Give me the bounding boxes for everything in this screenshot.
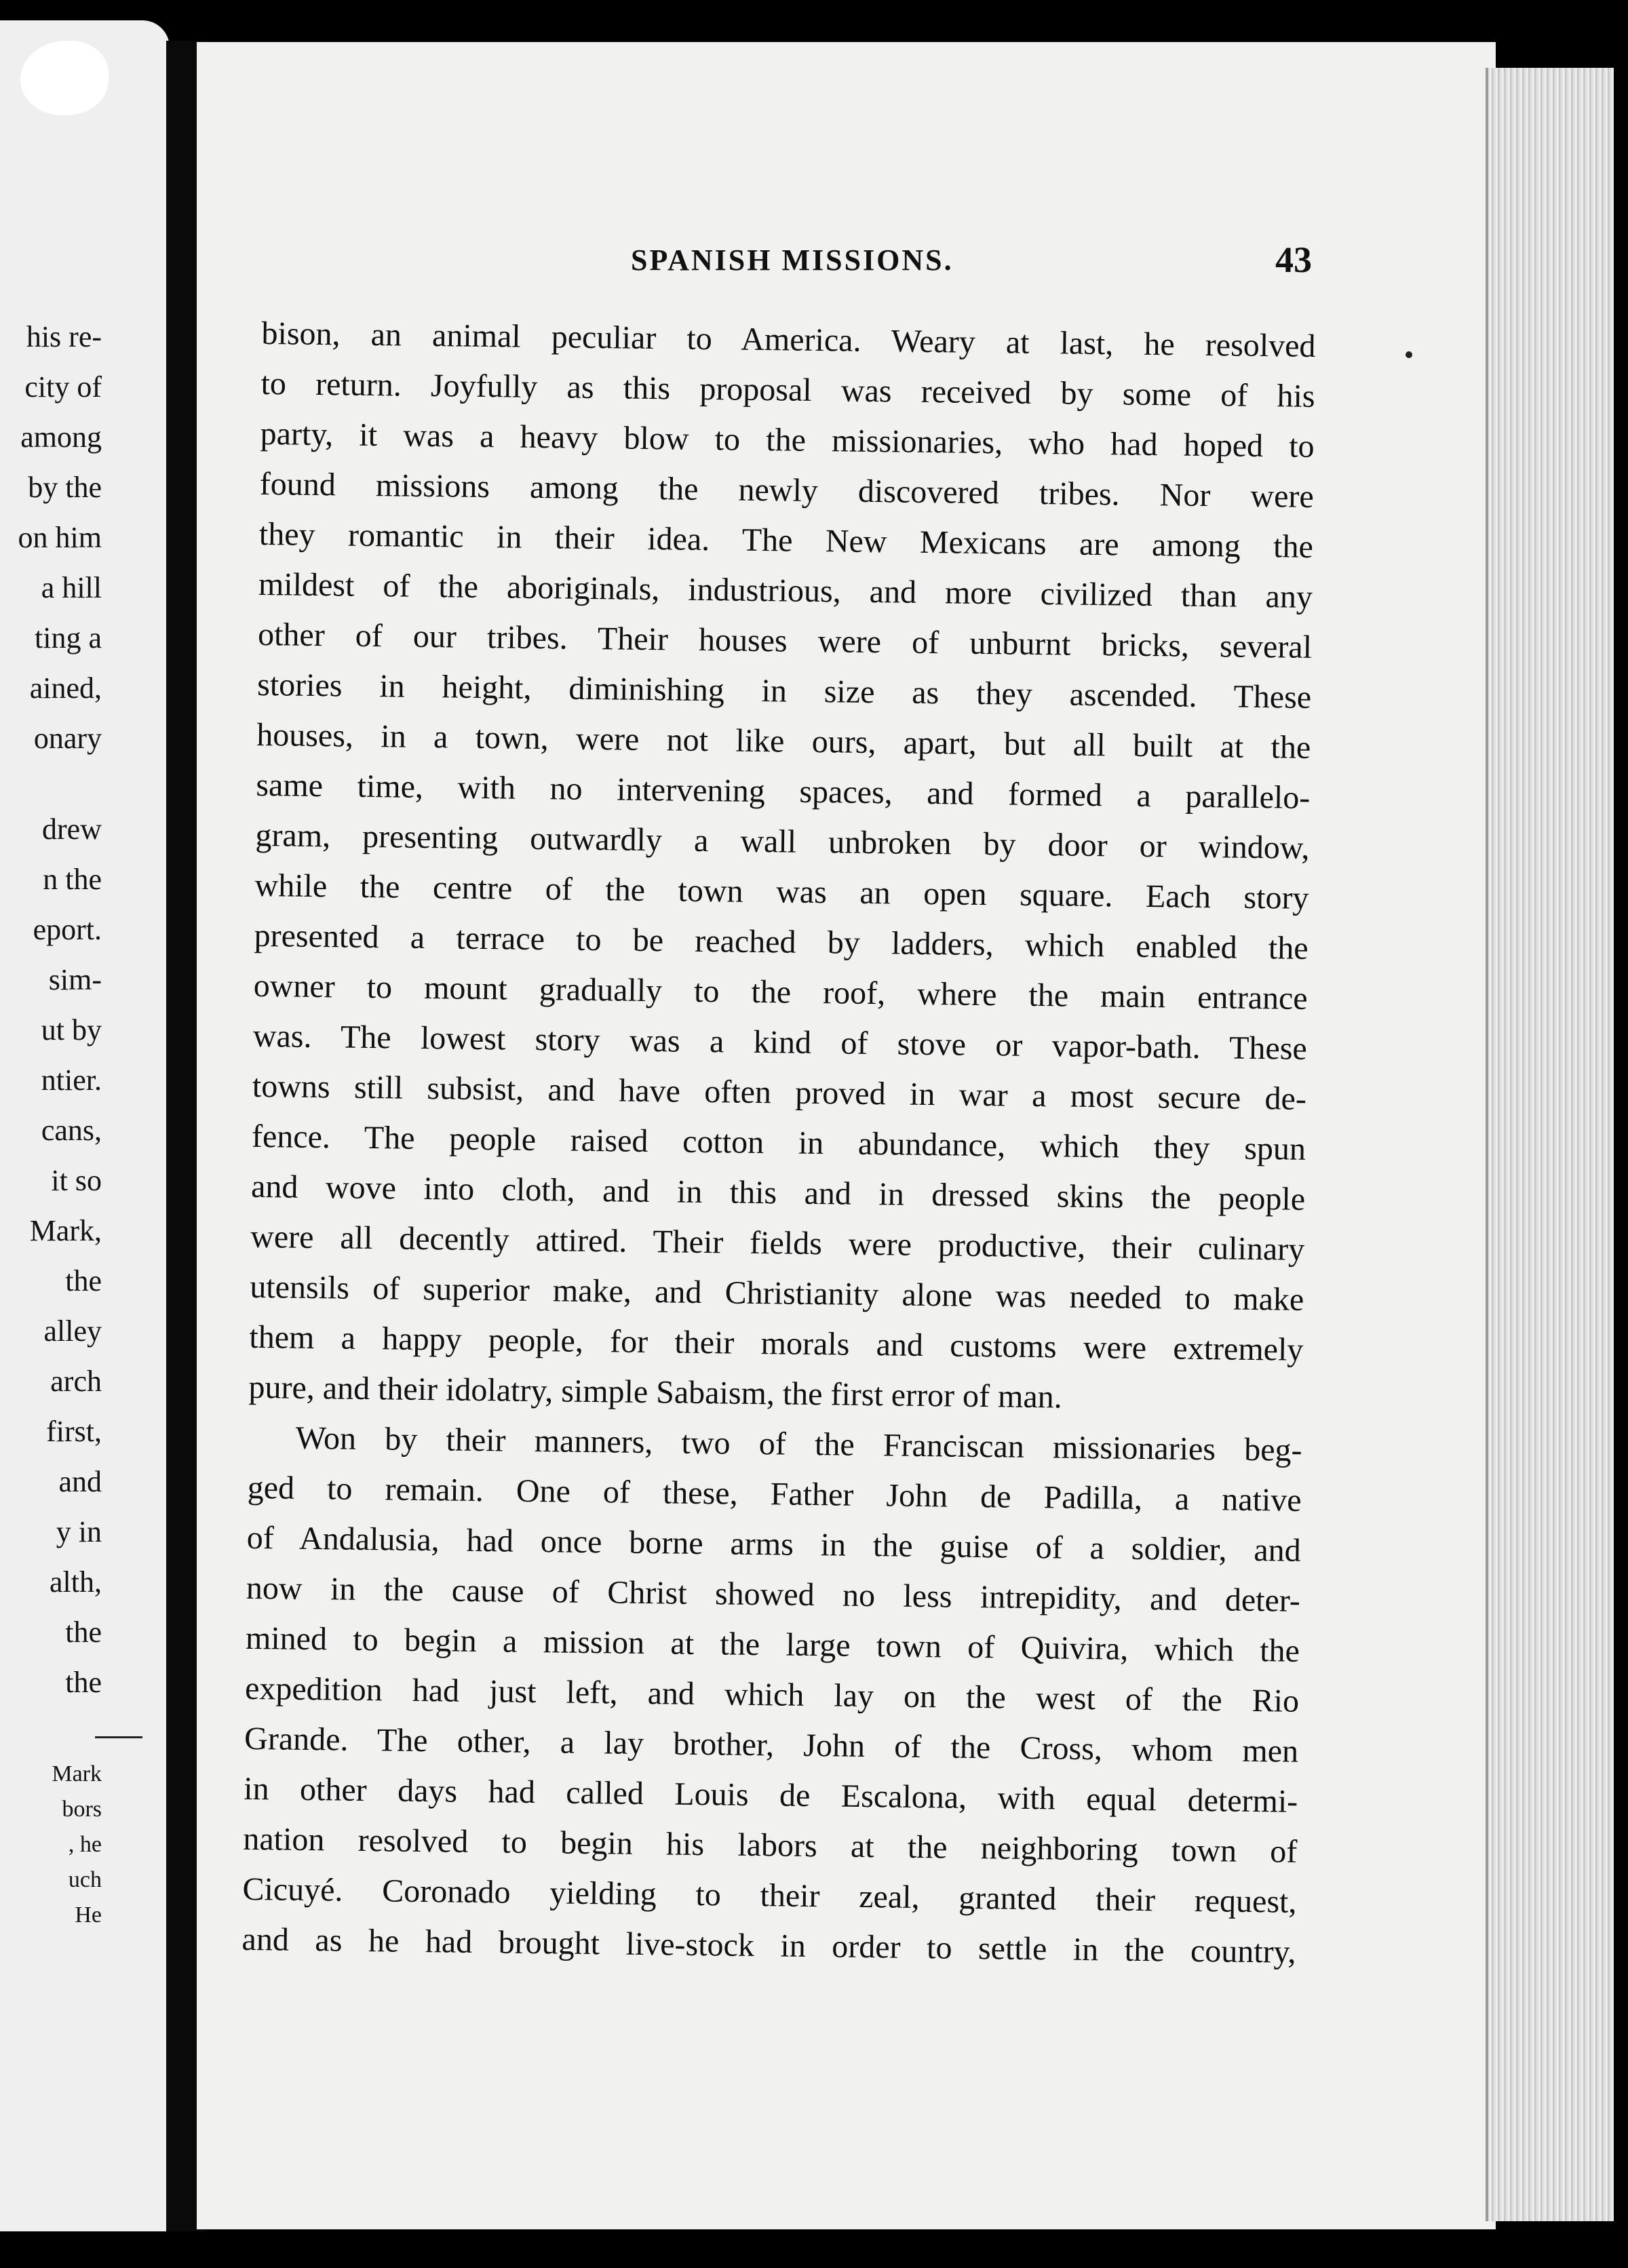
left-line: his re- bbox=[26, 320, 102, 353]
footnote-rule bbox=[95, 1736, 142, 1738]
left-note-line: Mark bbox=[52, 1761, 102, 1786]
left-line: alth, bbox=[50, 1565, 102, 1599]
text-line: pure, and their idolatry, simple Sabaism, the first error of man. bbox=[248, 1369, 1063, 1415]
left-line: y in bbox=[56, 1515, 102, 1548]
left-line: city of bbox=[24, 370, 102, 404]
text-line: towns still subsist, and have often proved in war a most secure de- bbox=[252, 1068, 1307, 1117]
running-title: SPANISH MISSIONS. bbox=[631, 243, 954, 277]
left-line: first, bbox=[46, 1415, 102, 1448]
ink-speck bbox=[1406, 351, 1412, 358]
page-number: 43 bbox=[1275, 239, 1312, 280]
text-line: them a happy people, for their morals and customs were extremely bbox=[249, 1318, 1304, 1368]
text-line: bison, an animal peculiar to America. Weary at last, he resolved bbox=[261, 315, 1316, 364]
text-line: mildest of the aboriginals, industrious, and more civilized than any bbox=[258, 566, 1313, 615]
text-line: and as he had brought live-stock in order to settle in the country, bbox=[241, 1921, 1296, 1970]
text-line: other of our tribes. Their houses were of unburnt bricks, several bbox=[257, 616, 1313, 665]
left-line: arch bbox=[50, 1365, 102, 1398]
text-line: fence. The people raised cotton in abundance, which they spun bbox=[251, 1118, 1306, 1167]
left-line: by the bbox=[28, 471, 102, 504]
text-line: Won by their manners, two of the Franciscan missionaries beg- bbox=[295, 1420, 1302, 1468]
text-line: gram, presenting outwardly a wall unbroken by door or window, bbox=[255, 817, 1310, 866]
left-line: it so bbox=[51, 1164, 102, 1197]
text-line: of Andalusia, had once borne arms in the guise of a soldier, and bbox=[246, 1519, 1302, 1569]
left-line: n the bbox=[43, 863, 102, 896]
left-note-line: uch bbox=[68, 1867, 102, 1892]
text-line: they romantic in their idea. The New Mexicans are among the bbox=[258, 515, 1314, 565]
left-line: eport. bbox=[33, 913, 102, 946]
text-line: stories in height, diminishing in size as they ascended. These bbox=[256, 666, 1312, 716]
text-line: Cicuyé. Coronado yielding to their zeal, granted their request, bbox=[242, 1871, 1297, 1920]
text-line: now in the cause of Christ showed no less intrepidity, and deter- bbox=[246, 1569, 1301, 1619]
left-line: ained, bbox=[29, 671, 102, 705]
left-note-line: bors bbox=[62, 1797, 102, 1822]
text-line: same time, with no intervening spaces, and formed a parallelo- bbox=[256, 766, 1311, 816]
text-line: mined to begin a mission at the large town of Quivira, which the bbox=[245, 1620, 1300, 1669]
left-line: the bbox=[65, 1666, 102, 1699]
left-line: alley bbox=[43, 1314, 102, 1348]
text-line: ged to remain. One of these, Father John de Padilla, a native bbox=[247, 1469, 1302, 1519]
text-line: to return. Joyfully as this proposal was received by some of his bbox=[260, 365, 1315, 414]
left-line: and bbox=[58, 1465, 102, 1498]
left-line: Mark, bbox=[29, 1214, 102, 1247]
previous-page-fragment bbox=[0, 20, 170, 2231]
text-line: Grande. The other, a lay brother, John of the Cross, whom men bbox=[244, 1720, 1299, 1770]
left-line: ntier. bbox=[41, 1063, 102, 1097]
text-line: was. The lowest story was a kind of stove or vapor-bath. These bbox=[252, 1017, 1308, 1067]
left-line: sim- bbox=[48, 963, 102, 996]
left-line: onary bbox=[33, 722, 102, 755]
previous-page-footnotes bbox=[0, 1757, 102, 1933]
left-line: cans, bbox=[41, 1114, 102, 1147]
previous-page-text bbox=[0, 312, 102, 1708]
left-line: ut by bbox=[41, 1013, 102, 1047]
text-line: expedition had just left, and which lay on the west of the Rio bbox=[244, 1670, 1300, 1719]
text-line: owner to mount gradually to the roof, where the main entrance bbox=[253, 967, 1309, 1017]
left-line: the bbox=[65, 1616, 102, 1649]
text-line: were all decently attired. Their fields were productive, their culinary bbox=[250, 1218, 1305, 1268]
text-line: nation resolved to begin his labors at the neighboring town of bbox=[243, 1820, 1298, 1870]
text-line: presented a terrace to be reached by ladders, which enabled the bbox=[254, 917, 1309, 966]
left-note-line: He bbox=[75, 1902, 102, 1928]
text-line: found missions among the newly discovered tribes. Nor were bbox=[259, 465, 1315, 515]
page-block-edge bbox=[1486, 68, 1614, 2221]
text-line: while the centre of the town was an open square. Each story bbox=[254, 867, 1309, 916]
text-line: party, it was a heavy blow to the missionaries, who had hoped to bbox=[260, 415, 1315, 465]
page-body-text bbox=[241, 309, 1316, 1978]
left-line: ting a bbox=[35, 621, 102, 654]
text-line: and wove into cloth, and in this and in dressed skins the people bbox=[250, 1168, 1306, 1217]
text-line: houses, in a town, were not like ours, apart, but all built at the bbox=[256, 716, 1311, 766]
text-line: in other days had called Louis de Escalona, with equal determi- bbox=[244, 1770, 1298, 1820]
left-line: a hill bbox=[41, 571, 102, 604]
left-line: among bbox=[20, 421, 102, 454]
left-line: the bbox=[65, 1264, 102, 1297]
text-line: utensils of superior make, and Christianity alone was needed to make bbox=[250, 1268, 1304, 1318]
left-note-line: , he bbox=[68, 1832, 102, 1857]
left-line: on him bbox=[18, 521, 102, 554]
left-line: drew bbox=[42, 813, 102, 846]
paper-blot bbox=[20, 41, 109, 115]
